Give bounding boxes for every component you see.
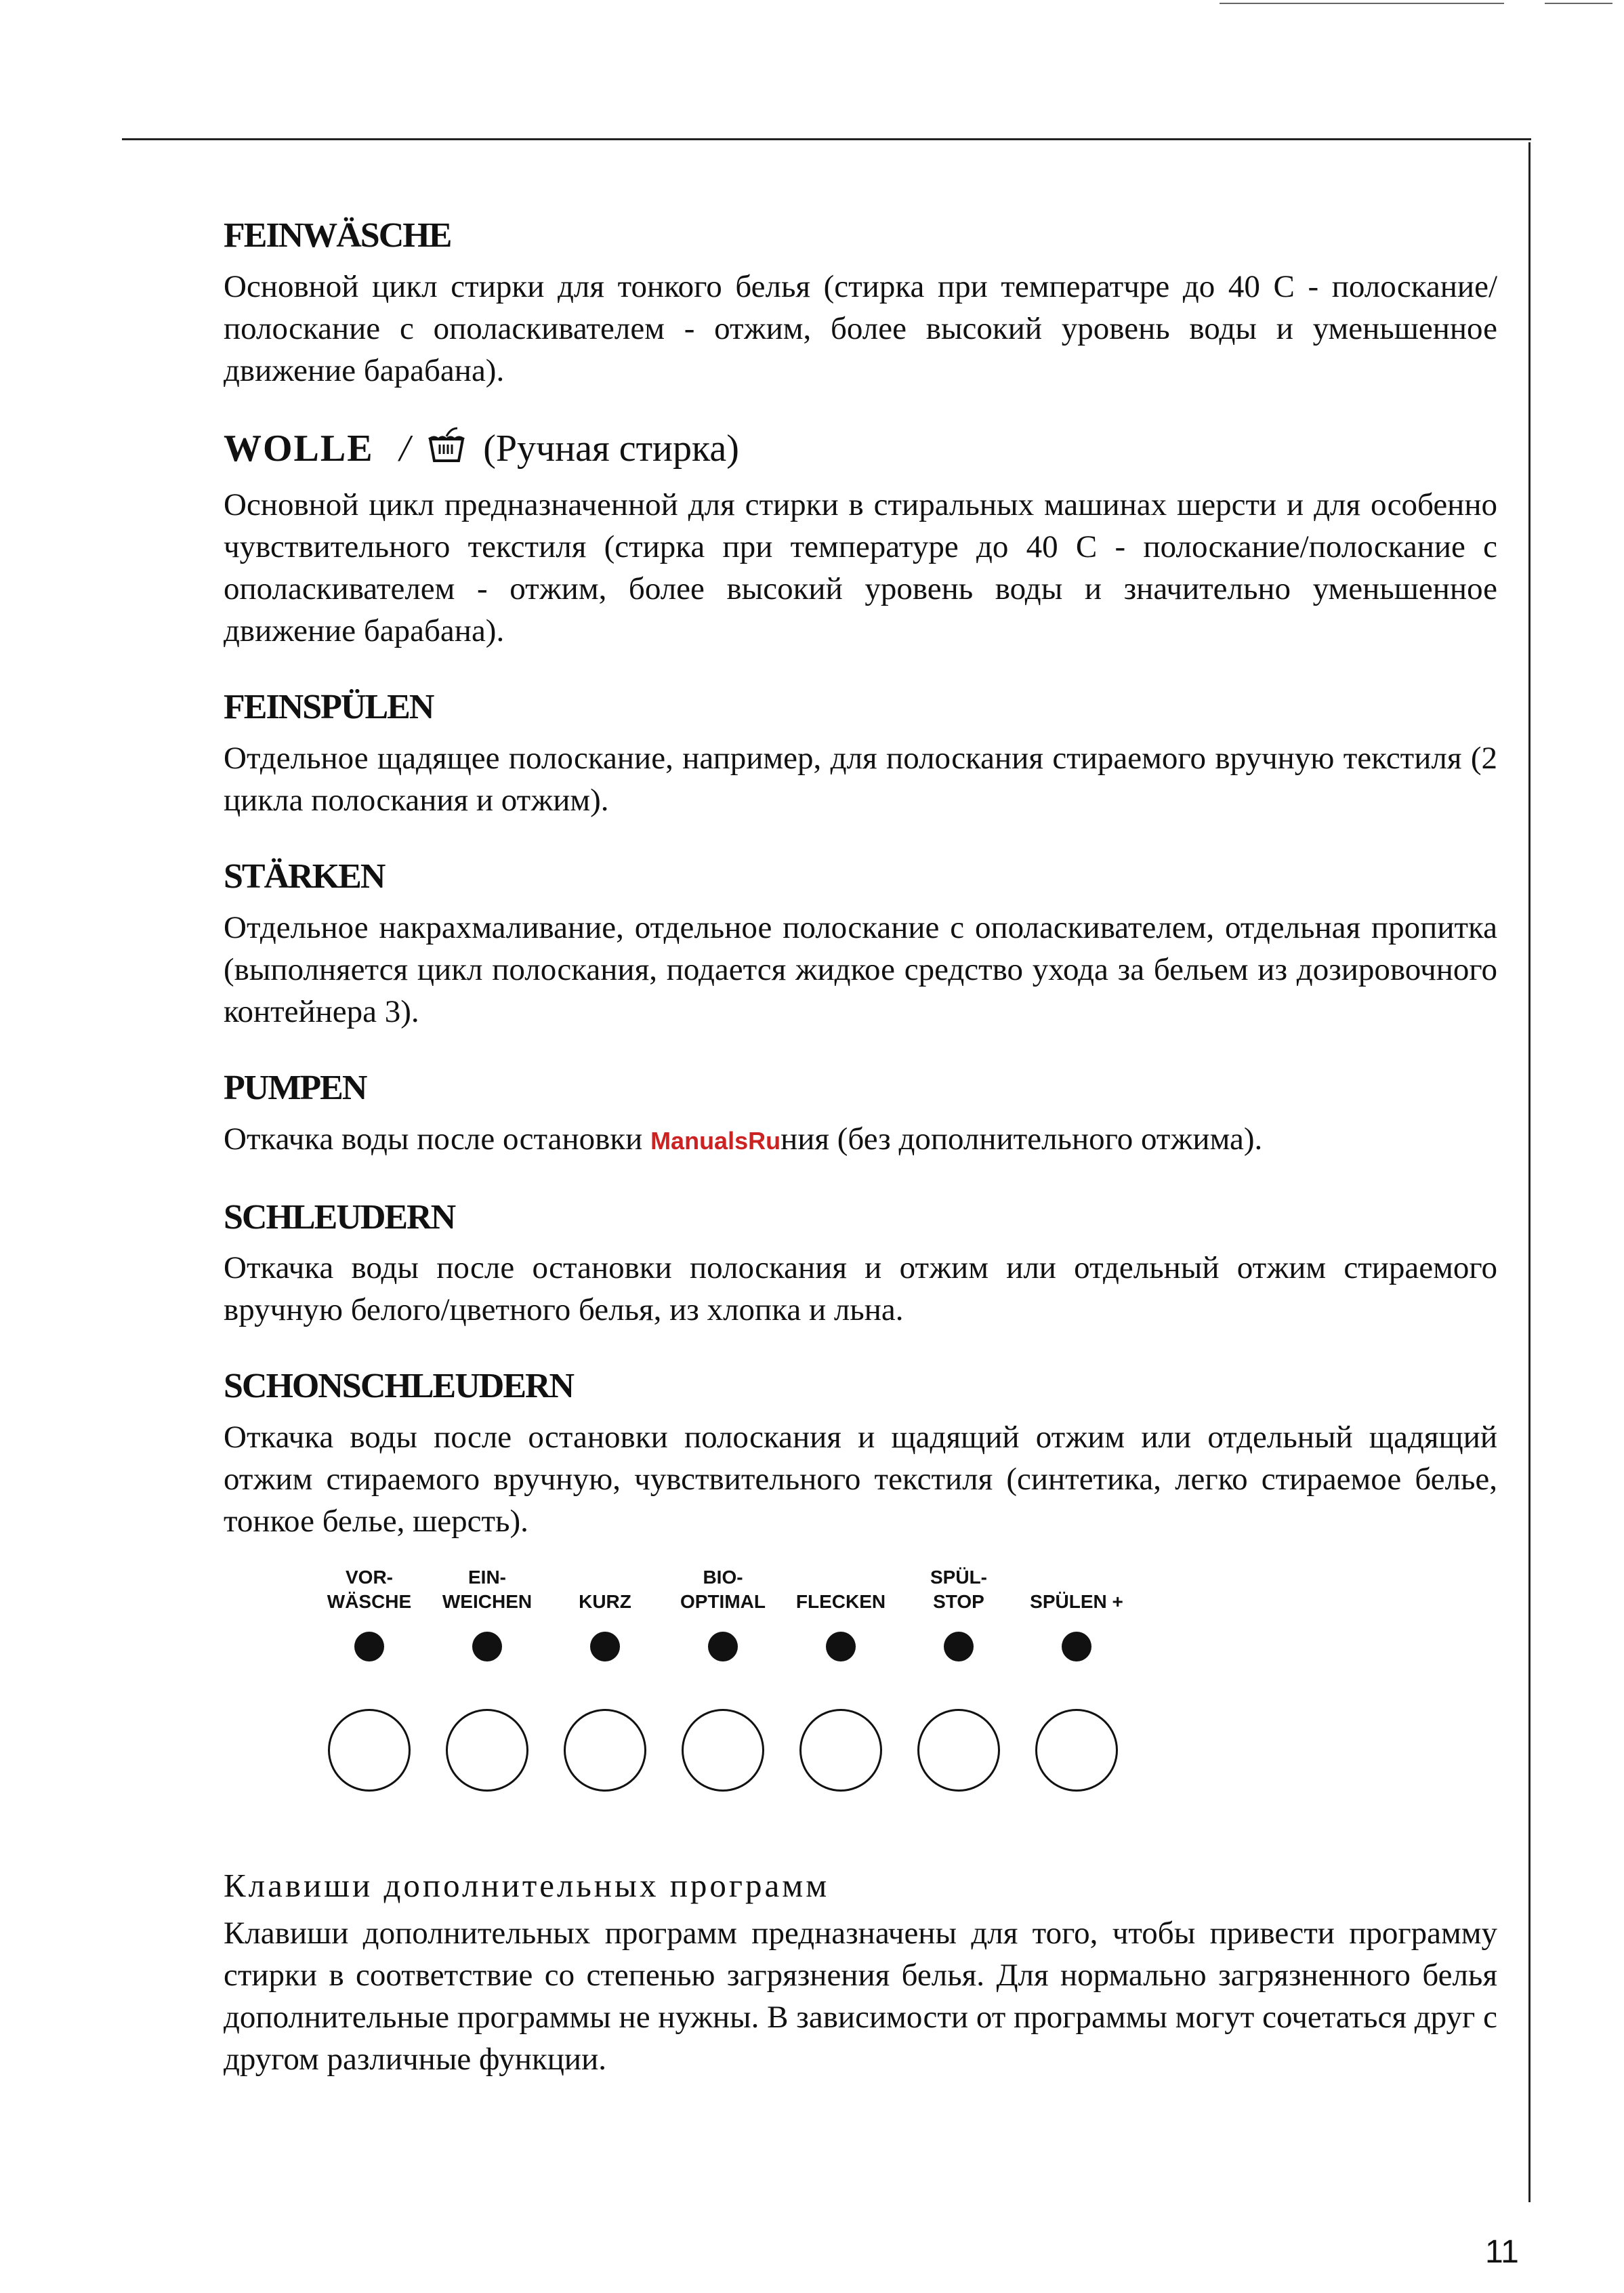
heading-prefix: WOLLE [224, 427, 374, 470]
page-content [224, 215, 1497, 2115]
indicator-light [472, 1632, 502, 1661]
option-spul-stop [901, 1563, 1016, 1792]
indicator-light [590, 1632, 620, 1661]
option-button[interactable] [799, 1709, 882, 1792]
option-spulen-plus [1019, 1563, 1134, 1792]
watermark: ManualsRu [650, 1126, 781, 1155]
option-label: FLECKEN [795, 1591, 886, 1613]
section-extra-programs [224, 1865, 1497, 2080]
section-heading [224, 427, 1497, 474]
option-bio-optimal [665, 1563, 780, 1792]
option-button[interactable] [917, 1709, 1000, 1792]
section-wolle [224, 427, 1497, 652]
section-heading: PUMPEN [224, 1068, 367, 1107]
heading-separator: / [399, 427, 411, 470]
option-vorwasche [312, 1563, 427, 1792]
section-heading: STÄRKEN [224, 856, 385, 896]
option-label: KURZ [579, 1591, 631, 1613]
heading-suffix: (Ручная стирка) [483, 427, 739, 470]
option-label: BIO- OPTIMAL [680, 1567, 766, 1613]
section-heading: Клавиши дополнительных программ [224, 1867, 830, 1905]
text-after: ния (без дополнительного отжима). [780, 1121, 1263, 1157]
indicator-light [944, 1632, 974, 1661]
section-heading: SCHLEUDERN [224, 1197, 455, 1237]
section-schonschleudern [224, 1366, 1497, 1542]
section-schleudern [224, 1197, 1497, 1331]
section-heading: FEINWÄSCHE [224, 216, 451, 255]
indicator-light [1062, 1632, 1091, 1661]
section-text [224, 1118, 1497, 1162]
option-label: SPÜLEN + [1030, 1591, 1123, 1613]
section-heading: SCHONSCHLEUDERN [224, 1367, 574, 1406]
option-button-panel [312, 1563, 1192, 1806]
option-kurz [547, 1563, 663, 1792]
section-text: Клавиши дополнительных программ предназначены для того, чтобы привести программу стирки в соответствие со степенью загрязнения белья. Для нормально загрязненного белья дополнительные программы не нужны. В зависимости от программы могут сочетаться друг с другом различные функции. [224, 1916, 1497, 2078]
option-button[interactable] [564, 1709, 646, 1792]
option-label: VOR- WÄSCHE [327, 1567, 412, 1613]
section-heading: FEINSPÜLEN [224, 688, 434, 727]
indicator-light [708, 1632, 738, 1661]
option-einweichen [430, 1563, 545, 1792]
indicator-light [826, 1632, 856, 1661]
option-label: SPÜL- STOP [930, 1567, 987, 1613]
option-label: EIN- WEICHEN [442, 1567, 533, 1613]
section-feinwasche [224, 215, 1497, 392]
page-border-right [1528, 142, 1531, 2202]
option-button[interactable] [1035, 1709, 1118, 1792]
corner-rule-right [1545, 3, 1612, 4]
section-text: Отдельное щадящее полоскание, например, для полоскания стираемого вручную текстиля (2 цикла полоскания и отжим). [224, 740, 1497, 818]
section-feinspulen [224, 687, 1497, 821]
section-starken [224, 856, 1497, 1033]
option-button[interactable] [446, 1709, 528, 1792]
option-button[interactable] [682, 1709, 764, 1792]
section-text: Откачка воды после остановки полоскания и отжим или отдельный отжим стираемого вручную белого/цветного белья, из хлопка и льна. [224, 1250, 1497, 1328]
text-before: Откачка воды после остановки [224, 1121, 651, 1157]
section-pumpen [224, 1068, 1497, 1162]
corner-rule-left [1220, 3, 1504, 4]
page-border-top [122, 138, 1531, 140]
option-flecken [783, 1563, 898, 1792]
section-text: Отдельное накрахмаливание, отдельное полоскание с ополаскивателем, отдельная пропитка (выполняется цикл полоскания, подается жидкое средство ухода за бельем из дозировочного контейнера 3). [224, 909, 1497, 1029]
indicator-light [354, 1632, 384, 1661]
section-text: Основной цикл стирки для тонкого белья (стирка при температчре до 40 С - полоскание/полоскание с ополаскивателем - отжим, более высокий уровень воды и уменьшенное движение барабана). [224, 268, 1497, 388]
section-text: Основной цикл предназначенной для стирки в стиральных машинах шерсти и для особенно чувствительного текстиля (стирка при температуре до 40 С - полоскание/полоскание с ополаскивателем - отжим, более высокий уровень воды и значительно уменьшенное движение барабана). [224, 487, 1497, 649]
option-button[interactable] [328, 1709, 411, 1792]
handwash-icon [426, 427, 467, 474]
page-number: 11 [1485, 2234, 1519, 2270]
section-text: Откачка воды после остановки полоскания и щадящий отжим или отдельный щадящий отжим стираемого вручную, чувствительного текстиля (синтетика, легко стираемое белье, тонкое белье, шерсть). [224, 1420, 1497, 1540]
